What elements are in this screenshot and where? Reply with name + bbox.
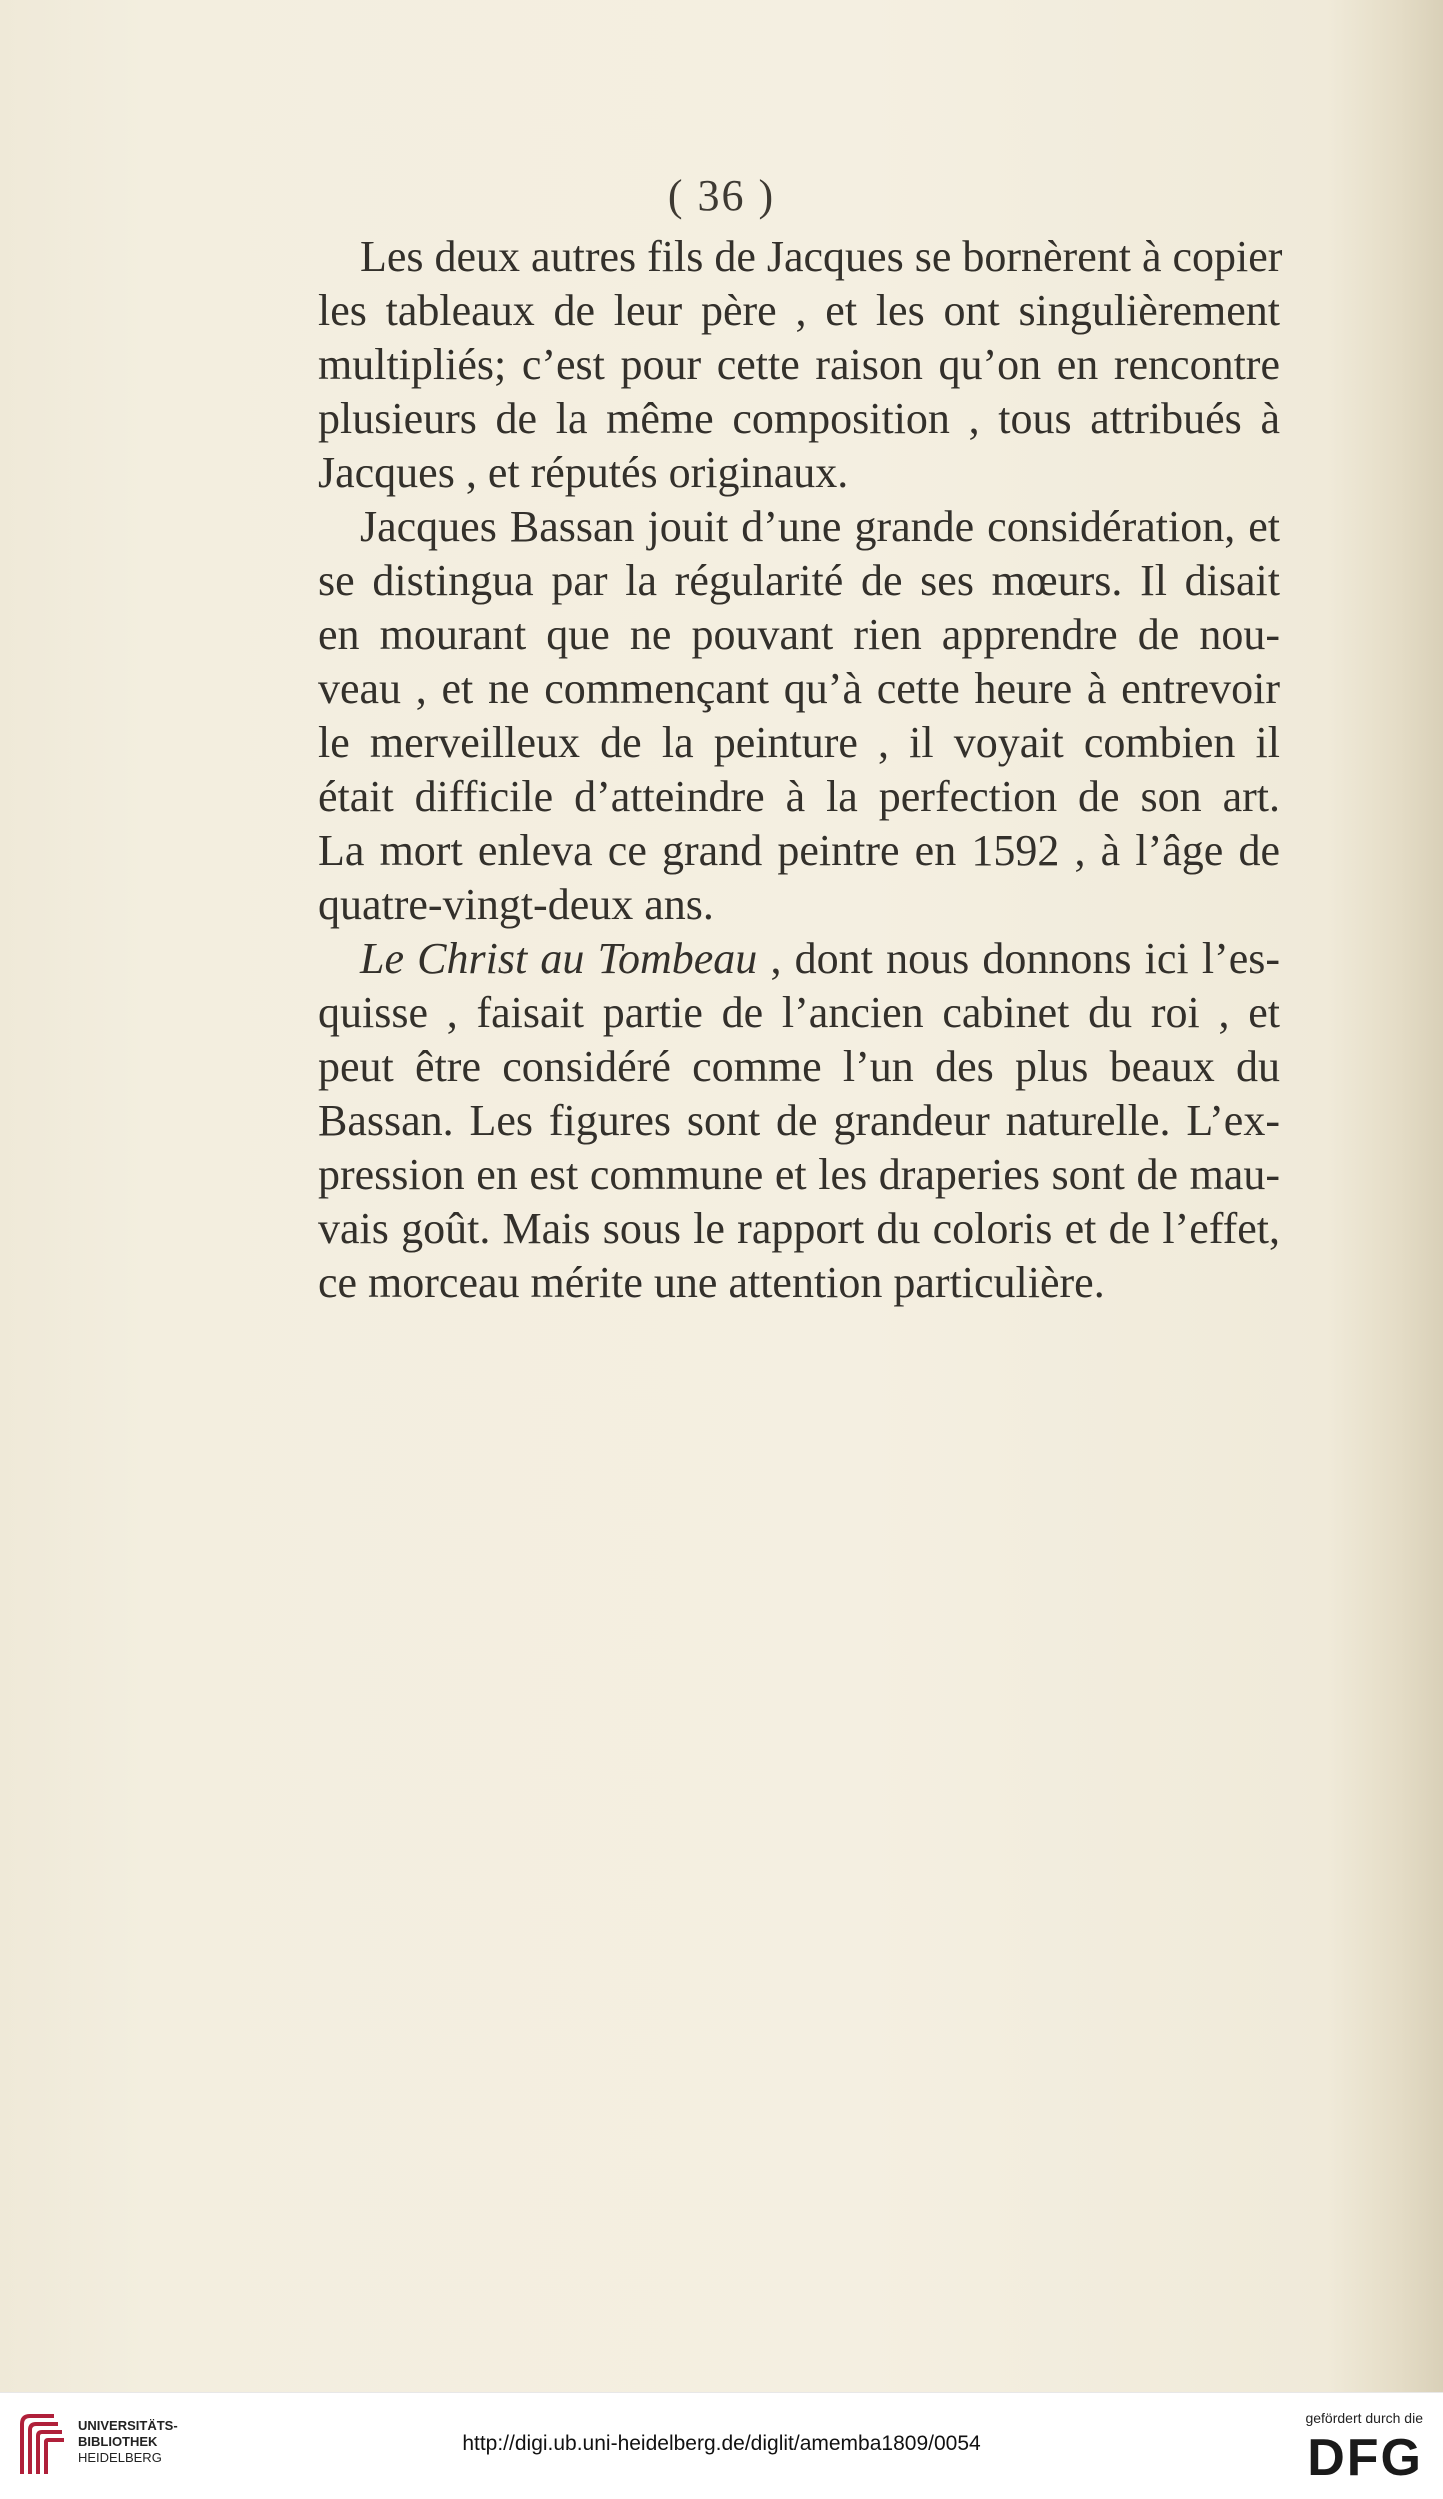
text-line	[318, 878, 1280, 932]
text-line-content: Jacques Bassan jouit d’une grande considération, et	[360, 502, 1280, 551]
text-line	[318, 932, 1280, 986]
text-line-content: Bassan. Les figures sont de grandeur naturelle. L’ex-	[318, 1096, 1280, 1145]
text-line-content: le merveilleux de la peinture , il voyait combien il	[318, 718, 1280, 767]
text-line-content: quisse , faisait partie de l’ancien cabinet du roi , et	[318, 988, 1280, 1037]
text-line-content: les tableaux de leur père , et les ont singulièrement	[318, 286, 1280, 335]
text-line	[318, 1256, 1280, 1310]
text-line	[318, 1040, 1280, 1094]
text-line	[318, 230, 1283, 284]
text-line	[318, 338, 1280, 392]
text-line-content: en mourant que ne pouvant rien apprendre de nou-	[318, 610, 1280, 659]
text-line	[318, 1202, 1280, 1256]
text-line	[318, 446, 1280, 500]
text-line-content: se distingua par la régularité de ses mœurs. Il disait	[318, 556, 1280, 605]
text-line	[318, 716, 1280, 770]
text-line	[318, 554, 1280, 608]
text-line-content: multipliés; c’est pour cette raison qu’on en rencontre	[318, 340, 1280, 389]
text-line-content: Jacques , et réputés originaux.	[318, 448, 849, 497]
text-line-content: pression en est commune et les draperies sont de mau-	[318, 1150, 1280, 1199]
text-line-content: Les deux autres fils de Jacques se bornèrent à copier	[360, 232, 1283, 281]
text-line	[318, 1148, 1280, 1202]
text-line-content: plusieurs de la même composition , tous attribués à	[318, 394, 1280, 443]
text-line-content: vais goût. Mais sous le rapport du coloris et de l’effet,	[318, 1204, 1280, 1253]
text-line-content: était difficile d’atteindre à la perfection de son art.	[318, 772, 1280, 821]
text-line	[318, 770, 1280, 824]
text-line	[318, 1094, 1280, 1148]
text-line-content: veau , et ne commençant qu’à cette heure à entrevoir	[318, 664, 1280, 713]
text-line	[318, 500, 1280, 554]
text-line	[318, 284, 1280, 338]
dfg-logo[interactable]: DFG	[1307, 2429, 1423, 2487]
text-line	[318, 824, 1280, 878]
body-text	[318, 230, 1283, 1310]
text-line-content: , dont nous donnons ici l’es-	[757, 934, 1280, 983]
text-line	[318, 662, 1280, 716]
text-line-content: La mort enleva ce grand peintre en 1592 , à l’âge de	[318, 826, 1280, 875]
text-line	[318, 986, 1280, 1040]
library-name-line-3: HEIDELBERG	[78, 2450, 162, 2465]
source-url-link[interactable]: http://digi.ub.uni-heidelberg.de/diglit/amemba1809/0054	[462, 2432, 981, 2455]
library-name-line-2: BIBLIOTHEK	[78, 2434, 158, 2449]
funder-block	[1223, 2410, 1423, 2488]
text-line-content: quatre-vingt-deux ans.	[318, 880, 714, 929]
funding-caption: gefördert durch die	[1305, 2410, 1423, 2426]
library-name-line-1: UNIVERSITÄTS-	[78, 2418, 178, 2433]
page-number: ( 36 )	[667, 171, 776, 220]
text-line	[318, 392, 1280, 446]
italic-title: Le Christ au Tombeau	[360, 934, 758, 983]
text-line-content: ce morceau mérite une attention particulière.	[318, 1258, 1105, 1307]
text-line	[318, 608, 1280, 662]
text-line-content: peut être considéré comme l’un des plus beaux du	[318, 1042, 1280, 1091]
